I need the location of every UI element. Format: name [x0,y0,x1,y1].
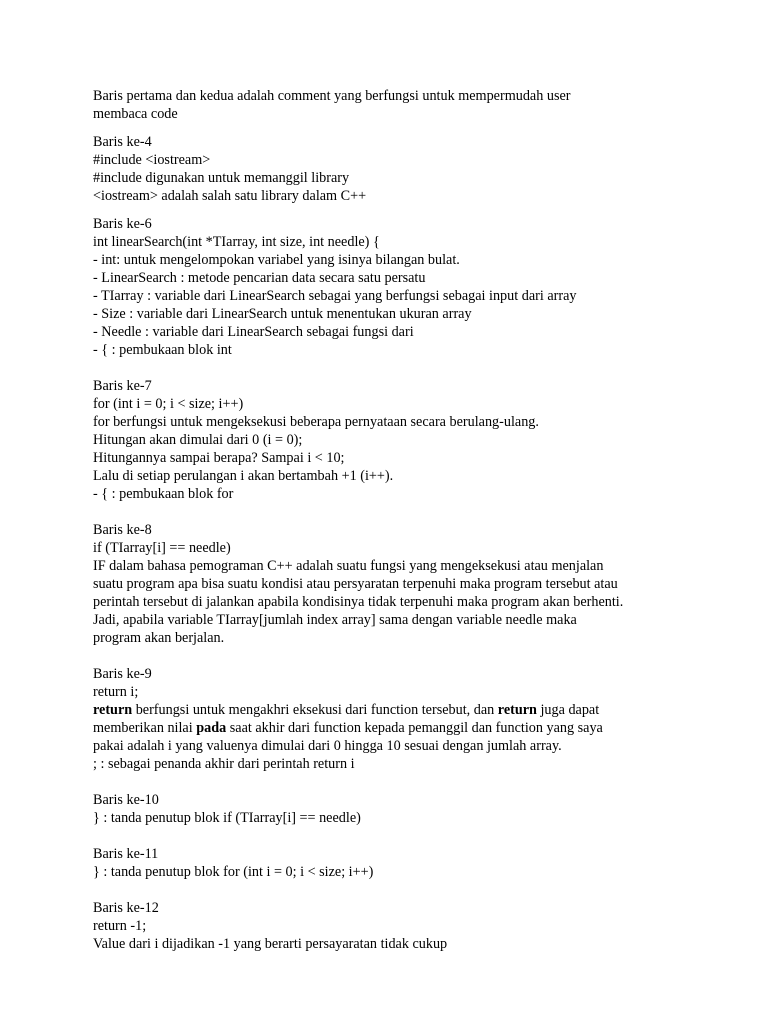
text-line: Jadi, apabila variable TIarray[jumlah index array] sama dengan variable needle maka [93,612,577,628]
bold-keyword: return [93,702,133,718]
section-baris-6 [93,215,693,359]
text-line: IF dalam bahasa pemograman C++ adalah suatu fungsi yang mengeksekusi atau menjalan [93,558,604,574]
code-line: int linearSearch(int *TIarray, int size, int needle) { [93,234,380,250]
bold-keyword: return [497,702,537,718]
text-line: - { : pembukaan blok for [93,486,234,502]
section-baris-9 [93,665,693,773]
section-baris-12 [93,899,693,953]
text-line: #include digunakan untuk memanggil library [93,170,350,186]
text-line: for berfungsi untuk mengeksekusi beberapa pernyataan secara berulang-ulang. [93,414,539,430]
text-line: } : tanda penutup blok for (int i = 0; i < size; i++) [93,864,374,880]
text-line: Hitungan akan dimulai dari 0 (i = 0); [93,432,303,448]
text-line [93,701,693,719]
text-span: saat akhir dari function kepada pemanggil dan function yang saya [226,720,603,736]
text-line: - int: untuk mengelompokan variabel yang isinya bilangan bulat. [93,252,460,268]
text-line: - Size : variable dari LinearSearch untuk menentukan ukuran array [93,306,472,322]
text-span: berfungsi untuk mengakhri eksekusi dari function tersebut, dan [132,702,498,718]
section-baris-11 [93,845,693,881]
section-baris-7 [93,377,693,503]
intro-line: Baris pertama dan kedua adalah comment yang berfungsi untuk mempermudah user [93,88,571,104]
section-baris-4 [93,133,693,205]
text-line: program akan berjalan. [93,630,225,646]
text-line: } : tanda penutup blok if (TIarray[i] == needle) [93,810,361,826]
section-heading: Baris ke-8 [93,522,152,538]
section-heading: Baris ke-4 [93,134,152,150]
text-line [93,719,693,737]
code-line: return -1; [93,918,147,934]
text-line: perintah tersebut di jalankan apabila kondisinya tidak terpenuhi maka program akan berhenti. [93,594,624,610]
section-heading: Baris ke-12 [93,900,159,916]
text-line: - TIarray : variable dari LinearSearch sebagai yang berfungsi sebagai input dari array [93,288,577,304]
text-line: - Needle : variable dari LinearSearch sebagai fungsi dari [93,324,414,340]
code-line: return i; [93,684,139,700]
text-line: pakai adalah i yang valuenya dimulai dari 0 hingga 10 sesuai dengan jumlah array. [93,738,562,754]
section-baris-10 [93,791,693,827]
text-line: <iostream> adalah salah satu library dalam C++ [93,188,367,204]
text-line: suatu program apa bisa suatu kondisi atau persyaratan terpenuhi maka program tersebut atau [93,576,618,592]
section-heading: Baris ke-6 [93,216,152,232]
text-span: memberikan nilai [93,720,197,736]
document-page [93,87,693,953]
section-heading: Baris ke-9 [93,666,152,682]
intro-line: membaca code [93,106,178,122]
code-line: #include <iostream> [93,152,211,168]
text-line: - LinearSearch : metode pencarian data secara satu persatu [93,270,426,286]
text-span: juga dapat [536,702,600,718]
bold-keyword: pada [196,720,227,736]
code-line: if (TIarray[i] == needle) [93,540,231,556]
section-baris-8 [93,521,693,647]
text-line: Hitungannya sampai berapa? Sampai i < 10; [93,450,345,466]
section-heading: Baris ke-11 [93,846,159,862]
text-line: - { : pembukaan blok int [93,342,232,358]
intro-paragraph [93,87,693,123]
section-heading: Baris ke-10 [93,792,159,808]
code-line: for (int i = 0; i < size; i++) [93,396,244,412]
section-heading: Baris ke-7 [93,378,152,394]
text-line: ; : sebagai penanda akhir dari perintah return i [93,756,355,772]
text-line: Lalu di setiap perulangan i akan bertambah +1 (i++). [93,468,394,484]
text-line: Value dari i dijadikan -1 yang berarti persayaratan tidak cukup [93,936,448,952]
